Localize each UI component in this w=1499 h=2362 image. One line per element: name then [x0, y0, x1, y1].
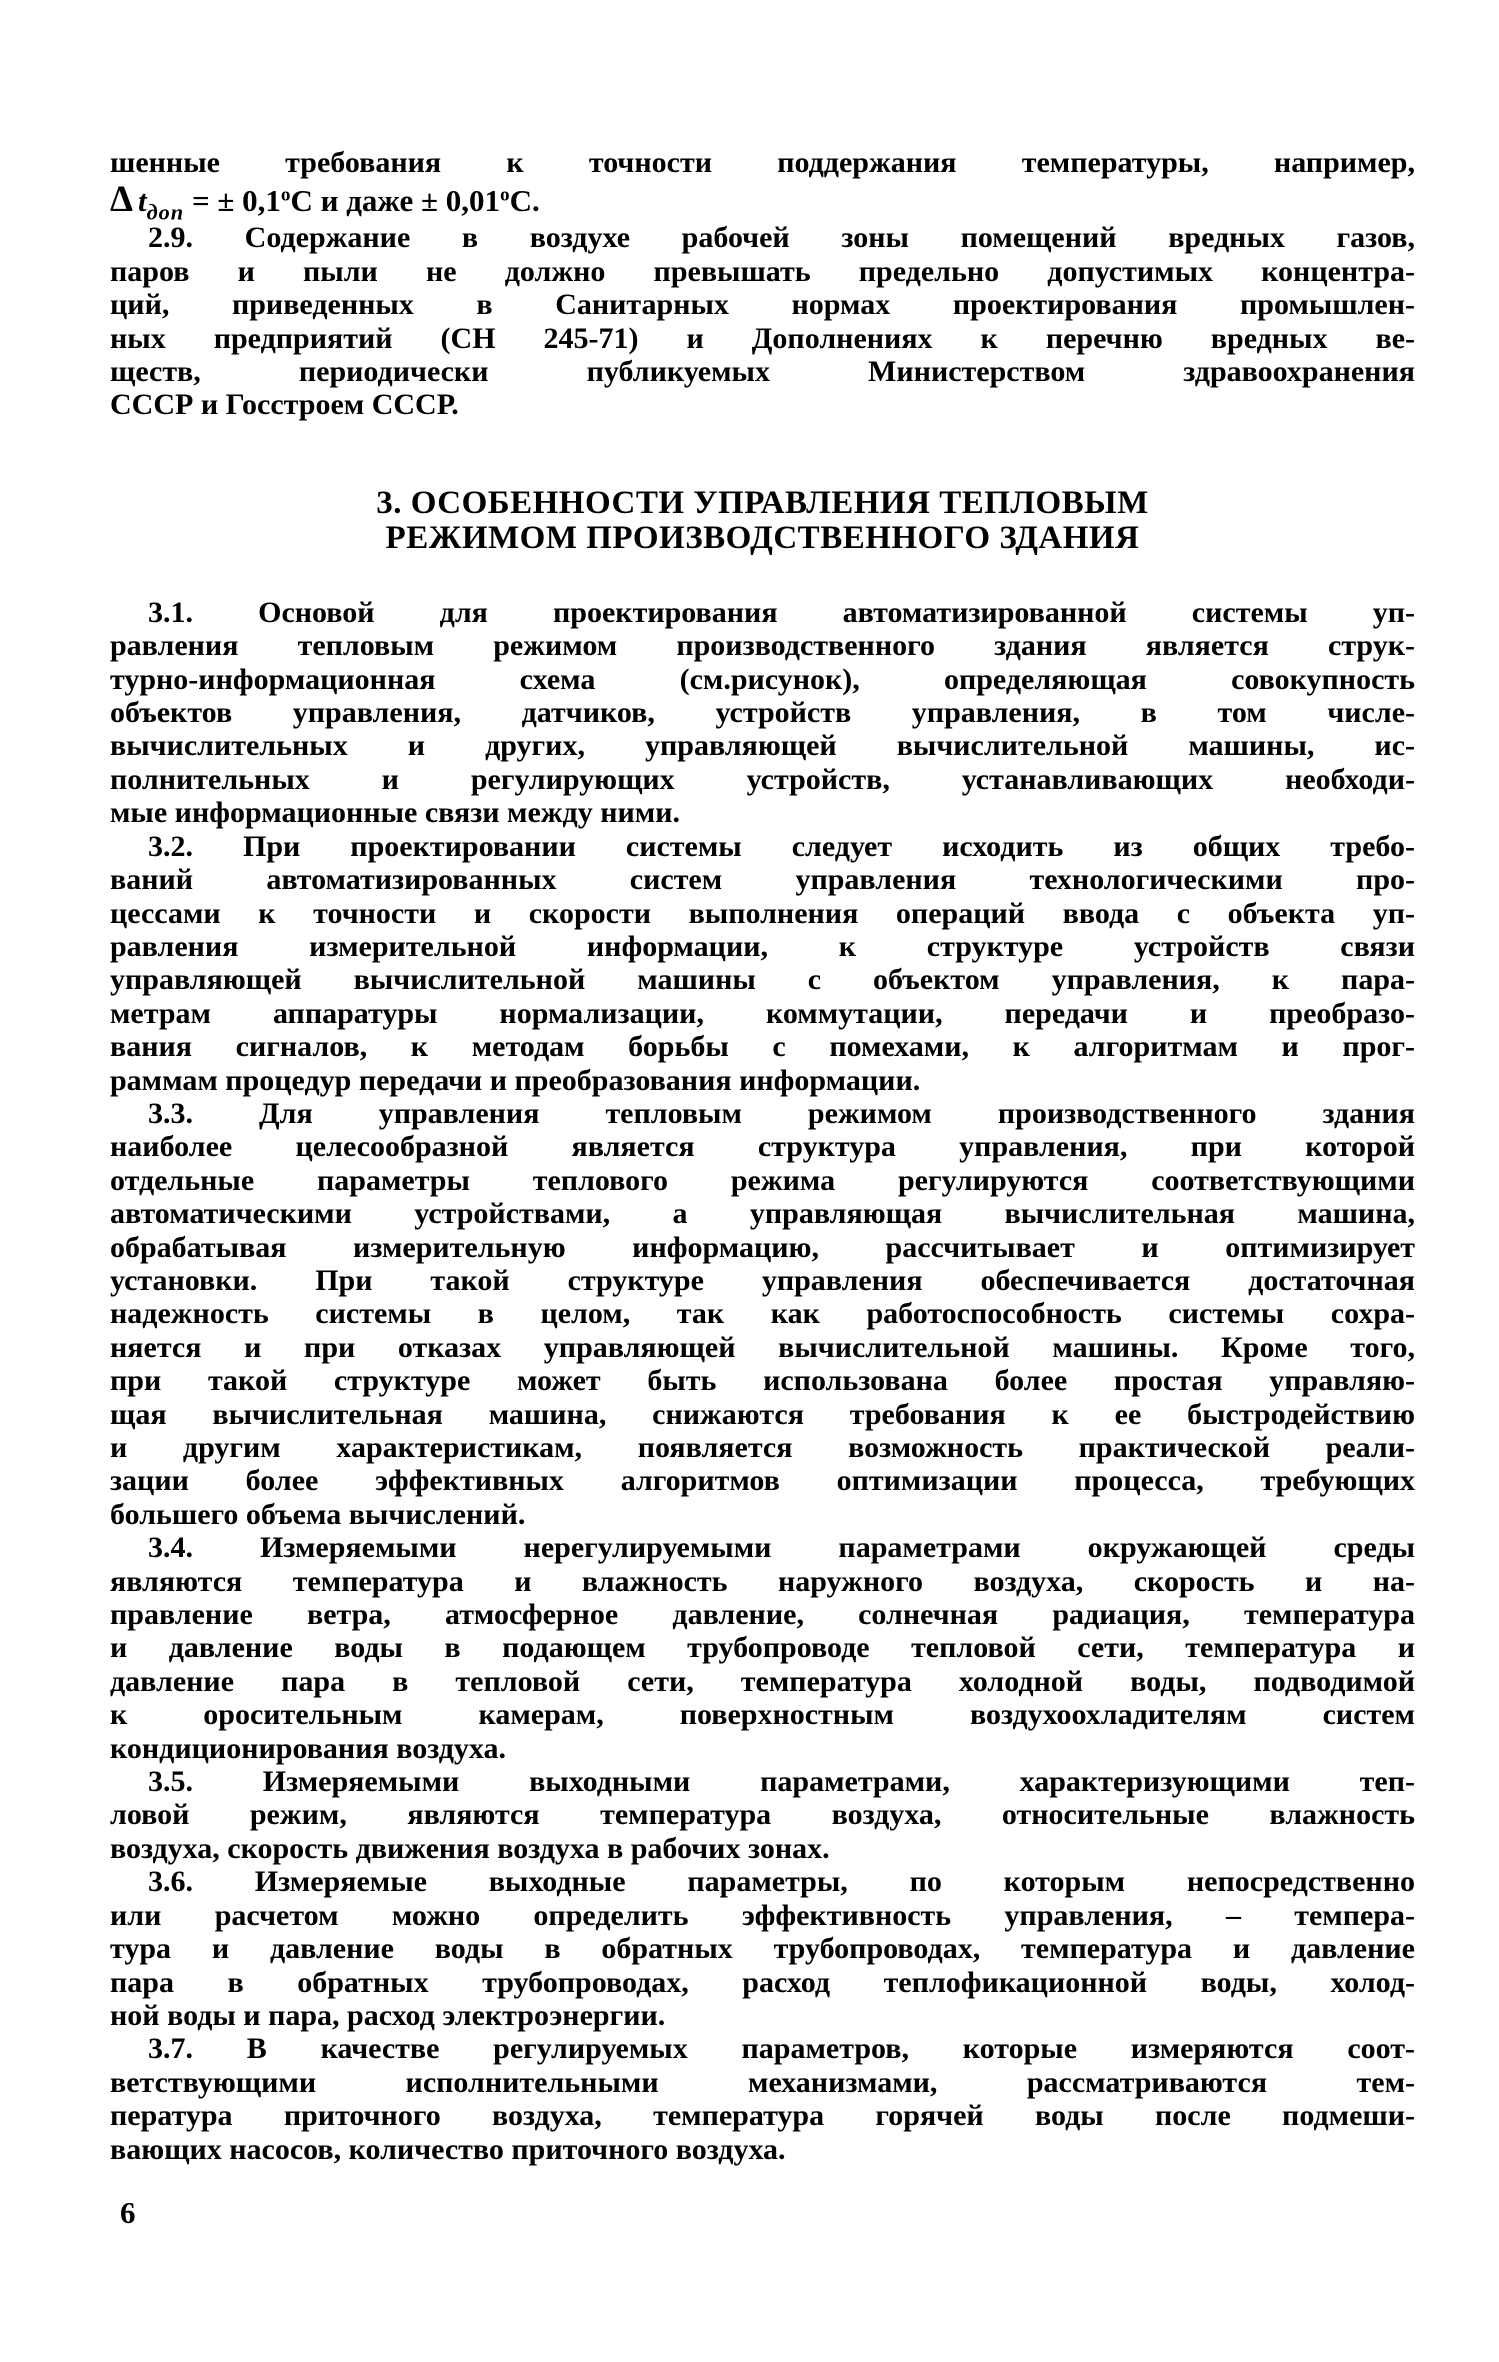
section-heading: [110, 486, 1415, 556]
text-line: к оросительным камерам, поверхностным воздухоохладителям систем: [110, 1698, 1415, 1732]
text-line: 3.4. Измеряемыми нерегулируемыми параметрами окружающей среды: [148, 1531, 1415, 1565]
text-line: 3.3. Для управления тепловым режимом производственного здания: [148, 1096, 1415, 1130]
page-number: 6: [120, 2194, 136, 2230]
text-line: наиболее целесообразной является структура управления, при которой: [110, 1130, 1415, 1164]
text-line: полнительных и регулирующих устройств, устанавливающих необходи-: [110, 762, 1415, 796]
text-line: установки. При такой структуре управления обеспечивается достаточная: [110, 1263, 1415, 1297]
text-line: ций, приведенных в Санитарных нормах проектирования промышлен-: [110, 288, 1415, 322]
text-line: 3.7. В качестве регулируемых параметров, которые измеряются соот-: [148, 2032, 1415, 2066]
formula-subscript: доп: [146, 199, 185, 225]
text-line: пара в обратных трубопроводах, расход теплофикационной воды, холод-: [110, 1965, 1415, 1999]
text-line: 3.1. Основой для проектирования автоматизированной системы уп-: [148, 595, 1415, 629]
degree-sign-icon: о: [280, 184, 291, 206]
text-line: мые информационные связи между ними.: [110, 796, 680, 830]
text-line: ществ, периодически публикуемых Министерством здравоохранения: [110, 355, 1415, 389]
text-line: воздуха, скорость движения воздуха в рабочих зонах.: [110, 1831, 830, 1865]
text-line: ловой режим, являются температура воздуха, относительные влажность: [110, 1798, 1415, 1832]
text-line: ваний автоматизированных систем управления технологическими про-: [110, 863, 1415, 897]
text-line: зации более эффективных алгоритмов оптимизации процесса, требующих: [110, 1464, 1415, 1498]
text-line: 3.5. Измеряемыми выходными параметрами, характеризующими теп-: [148, 1765, 1415, 1799]
paragraph-3-3: [110, 1097, 1415, 1531]
text-line: 3.2. При проектировании системы следует исходить из общих требо-: [148, 829, 1415, 863]
formula-equation: = ± 0,1: [184, 183, 281, 219]
paragraph-3-1: [110, 596, 1415, 830]
text-line: цессами к точности и скорости выполнения операций ввода с объекта уп-: [110, 896, 1415, 930]
text-line: пература приточного воздуха, температура горячей воды после подмеши-: [110, 2099, 1415, 2133]
text-line: при такой структуре может быть использована более простая управляю-: [110, 1364, 1415, 1398]
text-line: 3.6. Измеряемые выходные параметры, по которым непосредственно: [148, 1865, 1415, 1899]
text-line: СССР и Госстроем СССР.: [110, 388, 459, 422]
text-line: ветствующими исполнительными механизмами, рассматриваются тем-: [110, 2065, 1415, 2099]
text-line: отдельные параметры теплового режима регулируются соответствующими: [110, 1163, 1415, 1197]
text-line: правление ветра, атмосферное давление, солнечная радиация, температура: [110, 1598, 1415, 1632]
text-line: равления тепловым режимом производственного здания является струк-: [110, 629, 1415, 663]
heading-line-2: РЕЖИМОМ ПРОИЗВОДСТВЕННОГО ЗДАНИЯ: [385, 519, 1140, 556]
text-line: управляющей вычислительной машины с объектом управления, к пара-: [110, 963, 1415, 997]
text-line: турно-информационная схема (см.рисунок), определяющая совокупность: [110, 662, 1415, 696]
text-line: являются температура и влажность наружного воздуха, скорость и на-: [110, 1564, 1415, 1598]
text-line: няется и при отказах управляющей вычислительной машины. Кроме того,: [110, 1330, 1415, 1364]
paragraph-3-6: [110, 1865, 1415, 2032]
text-line: щая вычислительная машина, снижаются требования к ее быстродействию: [110, 1397, 1415, 1431]
text-line: давление пара в тепловой сети, температура холодной воды, подводимой: [110, 1664, 1415, 1698]
paragraph-continuation: [110, 146, 1415, 225]
formula-tail: С.: [509, 183, 540, 219]
paragraph-3-5: [110, 1765, 1415, 1865]
formula-middle: С и даже ± 0,01: [290, 183, 501, 219]
text-line: метрам аппаратуры нормализации, коммутации, передачи и преобразо-: [110, 996, 1415, 1030]
text-line: паров и пыли не должно превышать предельно допустимых концентра-: [110, 254, 1415, 288]
text-line: или расчетом можно определить эффективность управления, – темпера-: [110, 1898, 1415, 1932]
text-line: вания сигналов, к методам борьбы с помехами, к алгоритмам и прог-: [110, 1030, 1415, 1064]
text-line: 2.9. Содержание в воздухе рабочей зоны помещений вредных газов,: [148, 221, 1415, 255]
text-line: обрабатывая измерительную информацию, рассчитывает и оптимизирует: [110, 1230, 1415, 1264]
delta-symbol: Δ: [110, 178, 133, 220]
text-line: раммам процедур передачи и преобразования информации.: [110, 1063, 921, 1097]
text-line: ной воды и пара, расход электроэнергии.: [110, 1998, 666, 2032]
text-line: ных предприятий (СН 245-71) и Дополнениях к перечню вредных ве-: [110, 321, 1415, 355]
text-line: вающих насосов, количество приточного воздуха.: [110, 2132, 786, 2166]
paragraph-3-2: [110, 830, 1415, 1097]
degree-sign-icon: о: [500, 184, 510, 206]
text-line: тура и давление воды в обратных трубопроводах, температура и давление: [110, 1932, 1415, 1966]
text-line: и давление воды в подающем трубопроводе тепловой сети, температура и: [110, 1631, 1415, 1665]
text-line: надежность системы в целом, так как работоспособность системы сохра-: [110, 1297, 1415, 1331]
text-line: большего объема вычислений.: [110, 1497, 526, 1531]
heading-line-1: 3. ОСОБЕННОСТИ УПРАВЛЕНИЯ ТЕПЛОВЫМ: [376, 484, 1149, 521]
text-line: шенные требования к точности поддержания температуры, например,: [110, 146, 1415, 179]
text-line: автоматическими устройствами, а управляющая вычислительная машина,: [110, 1197, 1415, 1231]
text-line: и другим характеристикам, появляется возможность практической реали-: [110, 1431, 1415, 1464]
formula-delta-t-dop: [110, 178, 1415, 225]
paragraph-2-9: [110, 221, 1415, 421]
text-line: кондиционирования воздуха.: [110, 1731, 507, 1765]
paragraph-3-4: [110, 1531, 1415, 1765]
formula-variable: t: [137, 183, 147, 219]
text-line: объектов управления, датчиков, устройств управления, в том числе-: [110, 696, 1415, 730]
text-line: вычислительных и других, управляющей вычислительной машины, ис-: [110, 729, 1415, 763]
paragraph-3-7: [110, 2032, 1415, 2166]
text-line: равления измерительной информации, к структуре устройств связи: [110, 929, 1415, 963]
